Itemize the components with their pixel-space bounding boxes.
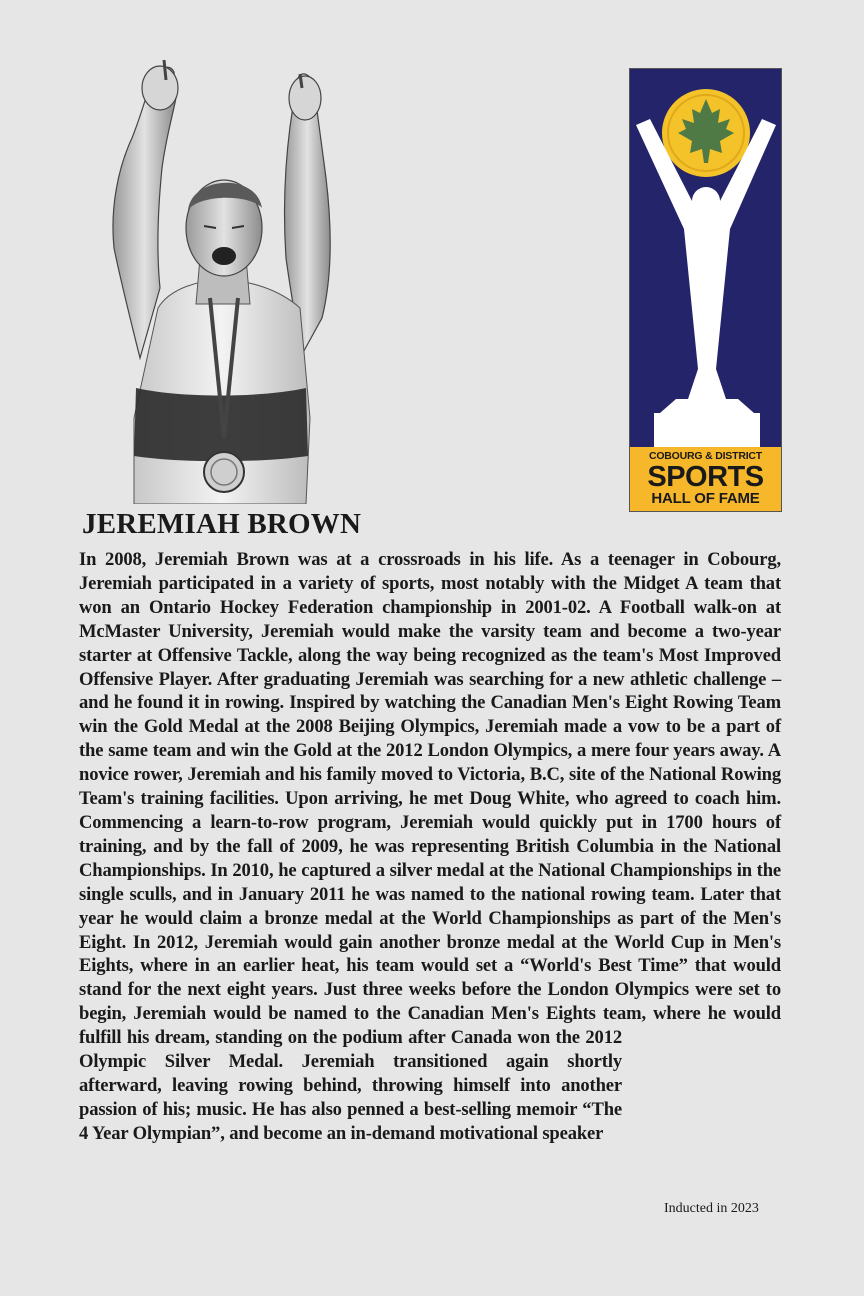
- athlete-portrait: [100, 58, 340, 504]
- logo-banner: [630, 447, 781, 511]
- hall-of-fame-logo: [629, 68, 782, 512]
- logo-line-1: COBOURG & DISTRICT: [648, 450, 763, 462]
- inductee-bio: [79, 548, 782, 1217]
- bio-float-offset: [781, 548, 782, 1050]
- inductee-name: JEREMIAH BROWN: [82, 508, 362, 540]
- logo-line-3: HALL OF FAME: [651, 489, 760, 507]
- bio-wrap-spacer: [622, 1050, 782, 1217]
- logo-line-2: SPORTS: [647, 460, 764, 493]
- induction-year: Inducted in 2023: [664, 1201, 759, 1216]
- athlete-sketch-icon: [100, 58, 340, 504]
- bio-text: In 2008, Jeremiah Brown was at a crossroads in his life. As a teenager in Cobourg, Jeremiah participated in a variety of sports, most notably with the Midget A team that won an Ontario Hockey Federation championship in 2001-02. A Football walk-on at McMaster University, Jeremiah would make the varsity team and become a two-year starter at Offensive Tackle, along the way being recognized as the team's Most Improved Offensive Player. After graduating Jeremiah was searching for a new athletic challenge – and he found it in rowing. Inspired by watching the Canadian Men's Eight Rowing Team win the Gold Medal at the 2008 Beijing Olympics, Jeremiah made a vow to be a part of the same team and win the Gold at the 2012 London Olympics, a mere four years away. A novice rower, Jeremiah and his family moved to Victoria, B.C, site of the National Rowing Team's training facilities. Upon arriving, he met Doug White, who agreed to coach him. Commencing a learn-to-row program, Jeremiah would quickly put in 1700 hours of training, and by the fall of 2009, he was representing British Columbia in the National Championships. In 2010, he captured a silver medal at the National Championships in the single sculls, and in January 2011 he was named to the national rowing team. Later that year he would claim a bronze medal at the World Championships as part of the Men's Eight. In 2012, Jeremiah would gain another bronze medal at the World Cup in Men's Eights, where in an earlier heat, his team would set a “World's Best Time” that would stand for the next eight years. Just three weeks before the London Olympics were set to begin, Jeremiah would be named to the Canadian Men's Eights team, where he would fulfill his dream, standing on the podium after Canada won the 2012 Olympic Silver Medal. Jeremiah transitioned again shortly afterward, leaving rowing behind, throwing himself into another passion of his; music. He has also penned a best-selling memoir “The 4 Year Olympian”, and become an in-demand motivational speaker: [79, 549, 781, 1144]
- trophy-figure-icon: [630, 69, 782, 449]
